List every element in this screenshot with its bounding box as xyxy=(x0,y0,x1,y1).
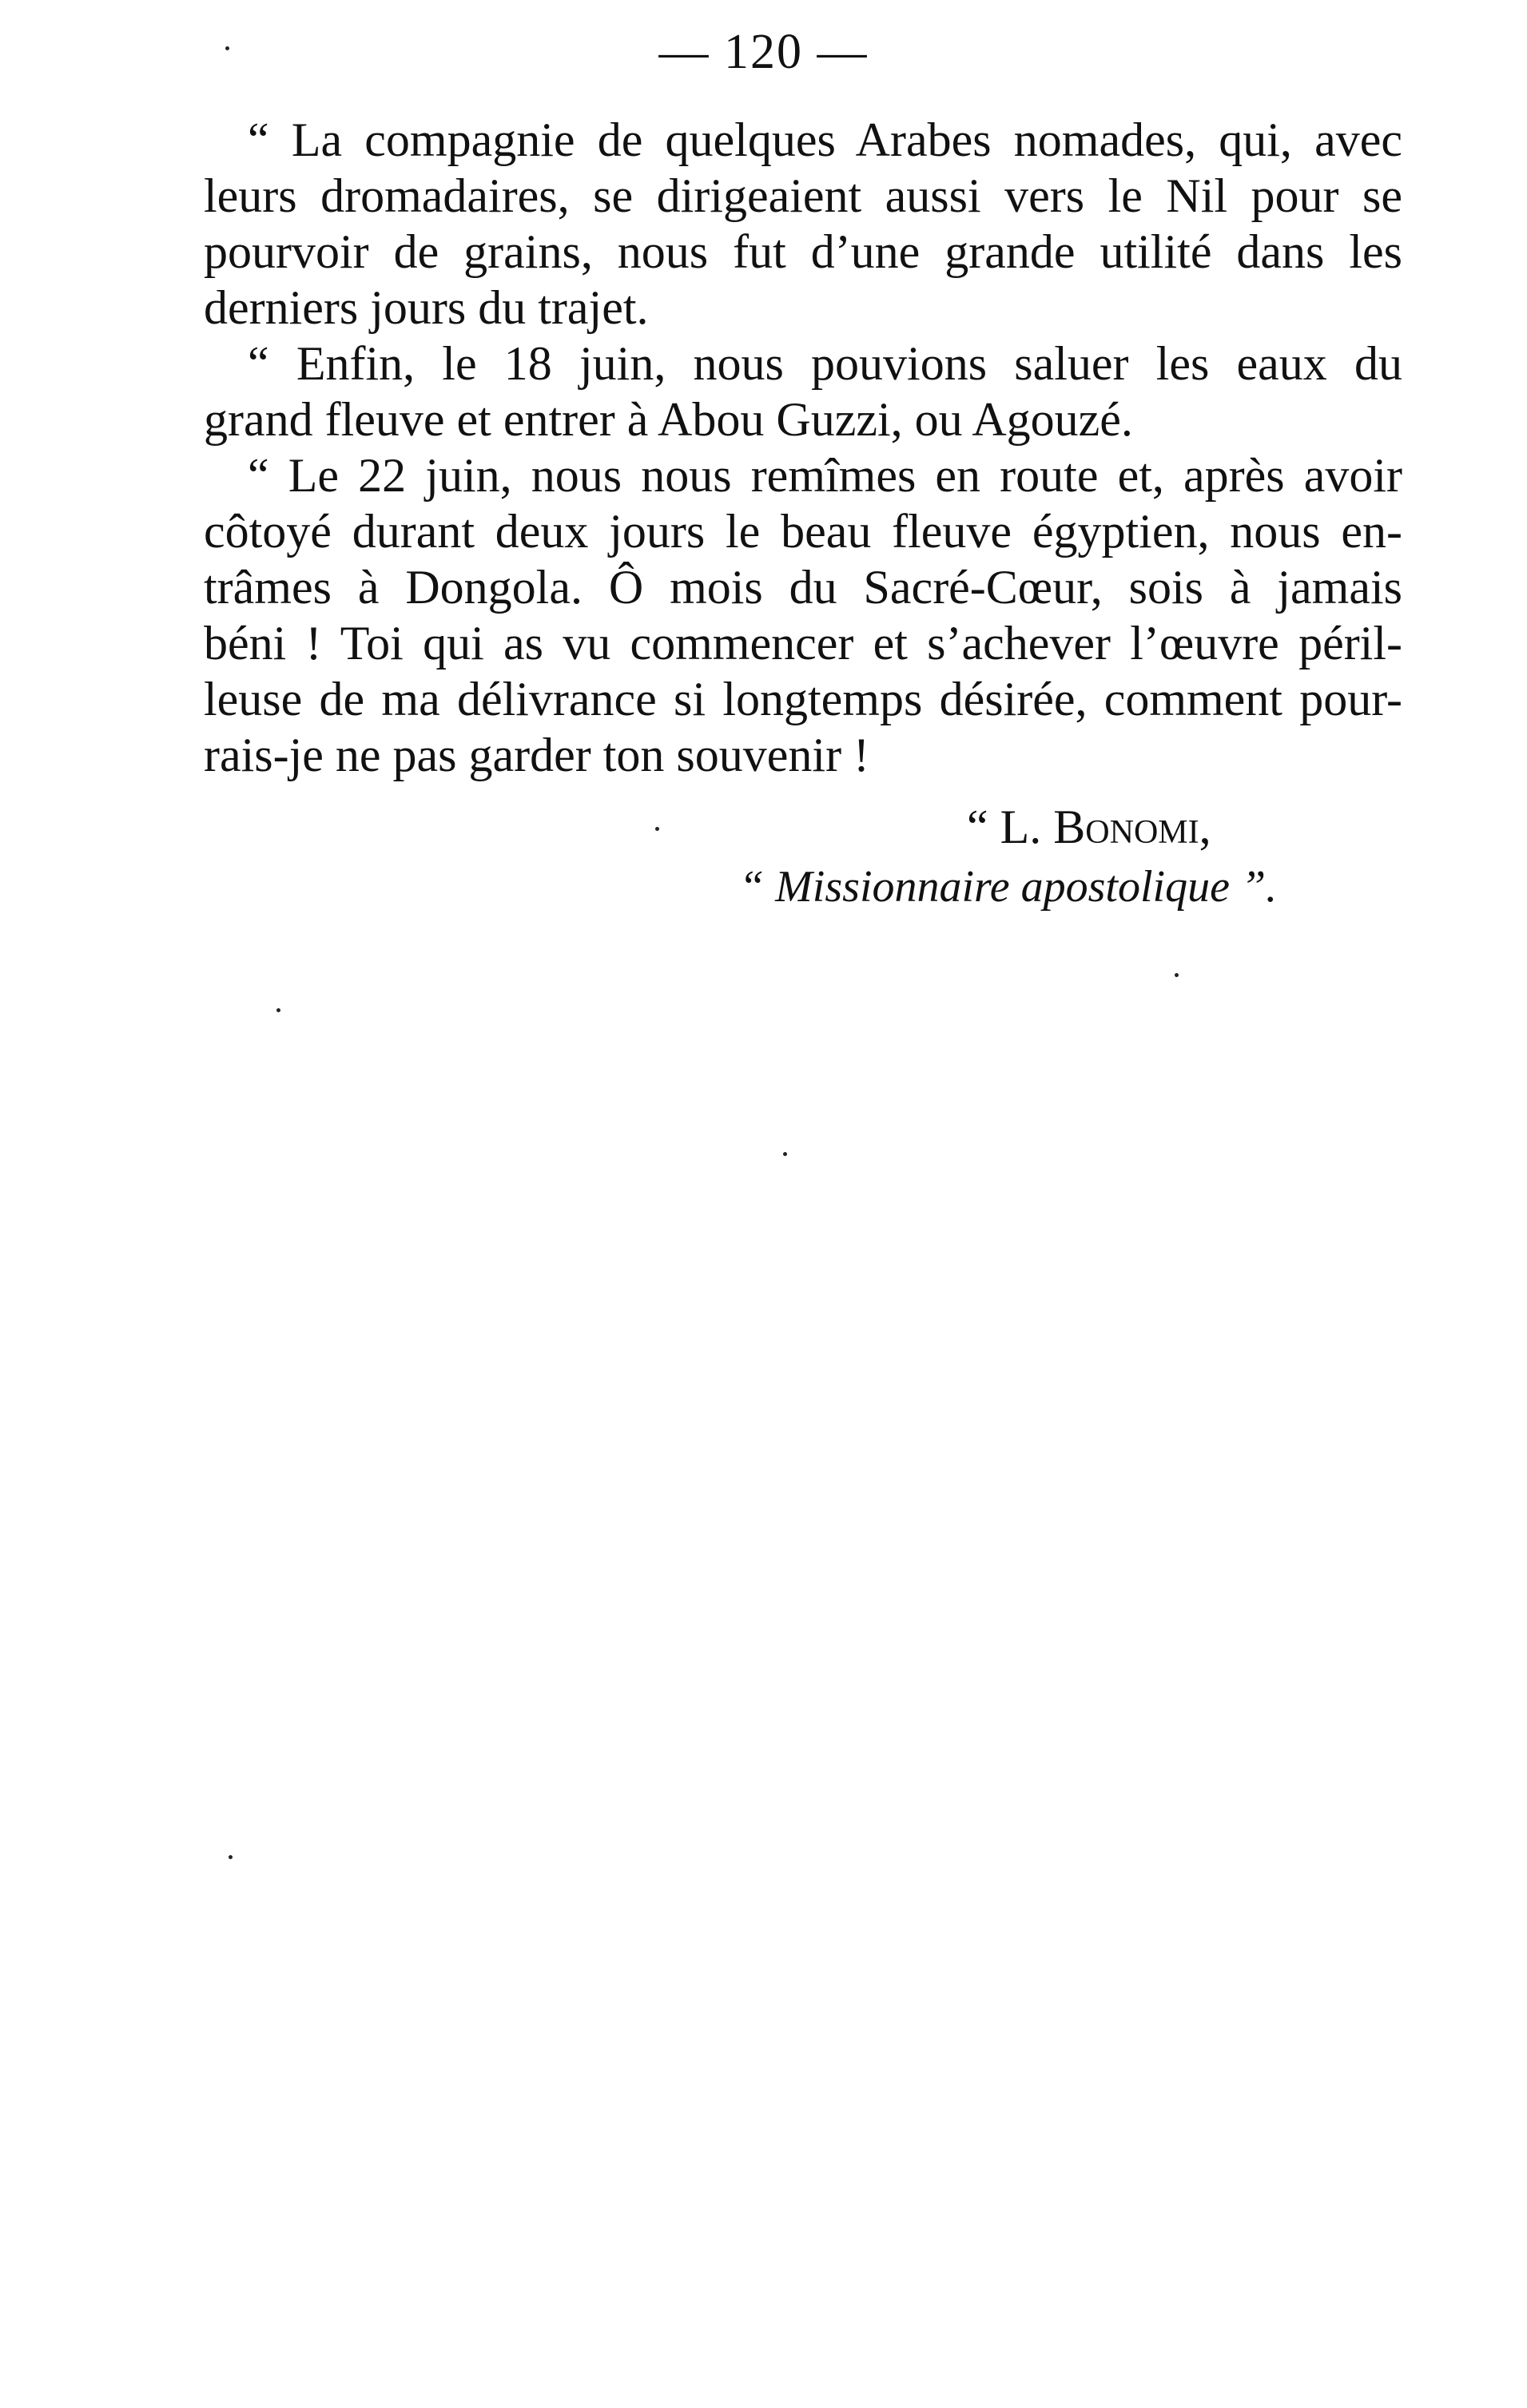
text-line: derniers jours du trajet. xyxy=(204,281,649,334)
scan-speck xyxy=(655,827,659,831)
text-line: “ Enfin, le 18 juin, nous pouvions saluer les eaux du xyxy=(248,337,1402,390)
text-line: trâmes à Dongola. Ô mois du Sacré-Cœur, sois à jamais xyxy=(204,561,1402,614)
text-line: “ La compagnie de quelques Arabes nomades, qui, avec xyxy=(248,113,1402,166)
text-line: rais-je ne pas garder ton souvenir ! xyxy=(204,729,870,781)
paragraph-3 xyxy=(160,447,1402,783)
paragraph-1 xyxy=(160,112,1402,336)
text-line: grand fleuve et entrer à Abou Guzzi, ou Agouzé. xyxy=(204,393,1133,446)
signature xyxy=(967,799,1211,855)
text-line: côtoyé durant deux jours le beau fleuve égyptien, nous en- xyxy=(204,505,1402,558)
scan-speck xyxy=(276,1008,280,1012)
text-line: béni ! Toi qui as vu commencer et s’achever l’œuvre péril- xyxy=(204,617,1402,670)
signature-open-quote: “ xyxy=(967,801,988,853)
text-line: leuse de ma délivrance si longtemps désirée, comment pour- xyxy=(204,673,1402,725)
paragraph-2 xyxy=(160,336,1402,447)
scan-speck xyxy=(229,1855,233,1859)
page-number: — 120 — xyxy=(658,25,869,79)
scan-speck xyxy=(783,1152,787,1156)
body-text xyxy=(160,112,1402,783)
signature-name: L. Bonomi, xyxy=(1000,801,1211,853)
scan-speck xyxy=(225,46,229,50)
text-line: “ Le 22 juin, nous nous remîmes en route et, après avoir xyxy=(248,449,1402,502)
text-line: pourvoir de grains, nous fut d’une grande utilité dans les xyxy=(204,225,1402,278)
text-line: leurs dromadaires, se dirigeaient aussi vers le Nil pour se xyxy=(204,169,1402,222)
scan-speck xyxy=(1175,973,1179,977)
signature-title: “ Missionnaire apostolique ”. xyxy=(739,862,1278,912)
